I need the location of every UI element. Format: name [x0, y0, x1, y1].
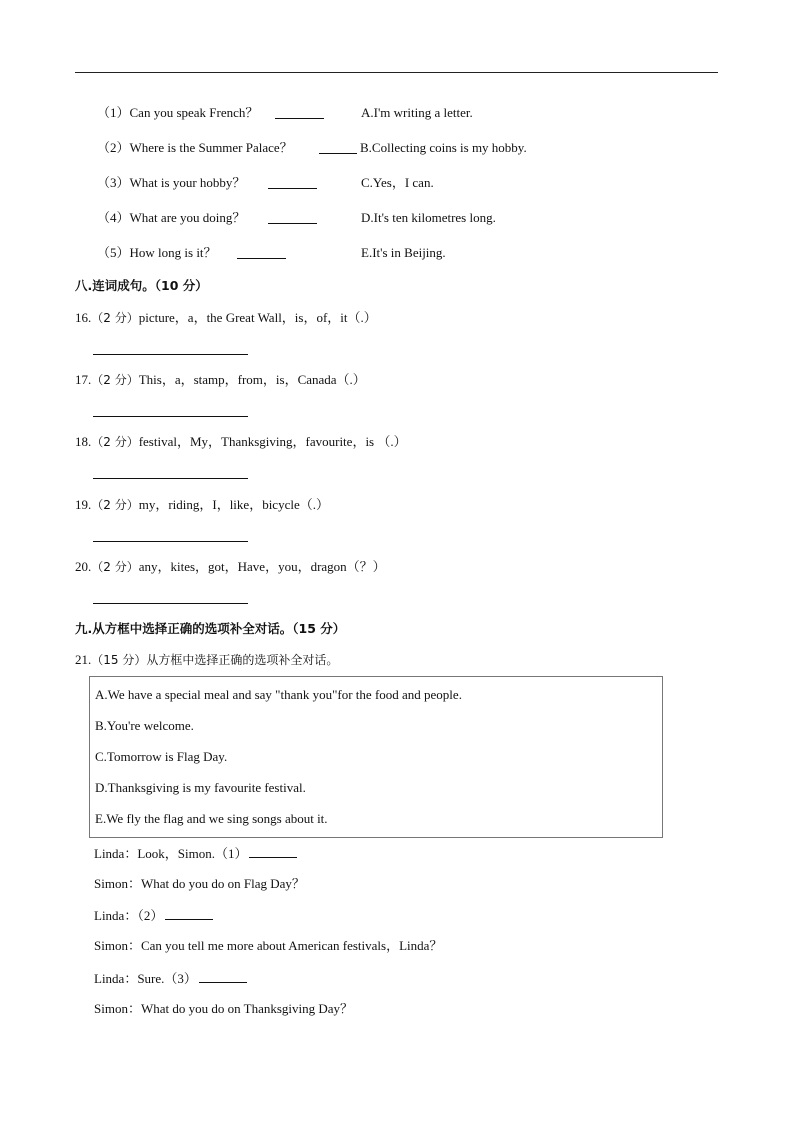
dialogue-line: Simon：Can you tell me more about American festivals，Linda？: [94, 938, 443, 953]
dialogue-line: Linda：Sure.（3）: [94, 970, 247, 987]
dialogue-line: Simon：What do you do on Thanksgiving Day？: [94, 1001, 354, 1016]
answer-blank[interactable]: [268, 211, 317, 224]
matching-question: （5）How long is it？: [97, 245, 217, 260]
option-a: A.We have a special meal and say "thank you"for the food and people.: [95, 687, 462, 702]
dialogue-line: Linda：Look，Simon.（1）: [94, 845, 297, 862]
option-e: E.We fly the flag and we sing songs about it.: [95, 811, 328, 826]
question-16: 16.（2 分）picture，a，the Great Wall，is，of，it（.）: [75, 310, 377, 325]
header-rule: [75, 72, 718, 73]
matching-answer: C.Yes，I can.: [361, 175, 434, 190]
question-19: 19.（2 分）my，riding，I，like，bicycle（.）: [75, 497, 329, 512]
answer-line[interactable]: [93, 603, 248, 604]
answer-blank[interactable]: [319, 141, 357, 154]
option-c: C.Tomorrow is Flag Day.: [95, 749, 228, 764]
answer-line[interactable]: [93, 354, 248, 355]
answer-line[interactable]: [93, 416, 248, 417]
question-20: 20.（2 分）any，kites，got，Have，you，dragon（？）: [75, 559, 386, 574]
answer-line[interactable]: [93, 541, 248, 542]
answer-blank[interactable]: [268, 176, 317, 189]
answer-blank[interactable]: [237, 246, 286, 259]
dialogue-blank[interactable]: [199, 970, 247, 983]
dialogue-blank[interactable]: [249, 845, 297, 858]
question-17: 17.（2 分）This，a，stamp，from，is，Canada（.）: [75, 372, 366, 387]
answer-blank[interactable]: [275, 106, 324, 119]
question-18: 18.（2 分）festival，My，Thanksgiving，favourite，is （.）: [75, 434, 407, 449]
option-b: B.You're welcome.: [95, 718, 194, 733]
matching-question: （1）Can you speak French？: [97, 105, 259, 120]
option-d: D.Thanksgiving is my favourite festival.: [95, 780, 306, 795]
matching-answer: D.It's ten kilometres long.: [361, 210, 496, 225]
question-21: 21.（15 分）从方框中选择正确的选项补全对话。: [75, 652, 339, 667]
section-9-title: 九.从方框中选择正确的选项补全对话。（15 分）: [75, 621, 346, 636]
answer-line[interactable]: [93, 478, 248, 479]
matching-answer: A.I'm writing a letter.: [361, 105, 473, 120]
matching-question: （2）Where is the Summer Palace？: [97, 140, 293, 155]
dialogue-line: Simon：What do you do on Flag Day？: [94, 876, 305, 891]
matching-answer: B.Collecting coins is my hobby.: [360, 140, 527, 155]
section-8-title: 八.连词成句。（10 分）: [75, 278, 208, 293]
options-box: [89, 676, 663, 838]
dialogue-line: Linda：（2）: [94, 907, 213, 924]
matching-answer: E.It's in Beijing.: [361, 245, 446, 260]
matching-question: （3）What is your hobby？: [97, 175, 246, 190]
dialogue-blank[interactable]: [165, 907, 213, 920]
matching-question: （4）What are you doing？: [97, 210, 246, 225]
